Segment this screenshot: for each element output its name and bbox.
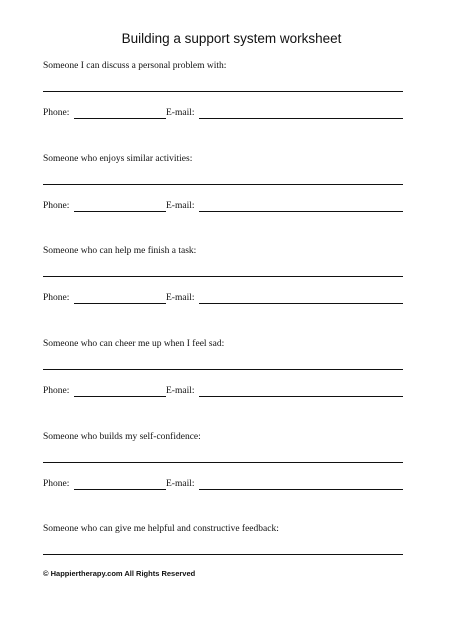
section-prompt: Someone who enjoys similar activities: [43, 154, 193, 164]
name-answer-line[interactable] [43, 554, 403, 555]
section-prompt: Someone who can give me helpful and constructive feedback: [43, 524, 279, 534]
email-label: E-mail: [166, 108, 195, 118]
worksheet-title: Building a support system worksheet [121, 31, 342, 46]
section-self-confidence [43, 431, 403, 511]
copyright-footer: © Happiertherapy.com All Rights Reserved [43, 569, 196, 578]
name-answer-line[interactable] [43, 184, 403, 185]
phone-answer-line[interactable] [74, 211, 166, 212]
name-answer-line[interactable] [43, 462, 403, 463]
email-label: E-mail: [166, 386, 195, 396]
section-prompt: Someone I can discuss a personal problem with: [43, 61, 227, 71]
section-personal-problem [43, 60, 403, 140]
name-answer-line[interactable] [43, 276, 403, 277]
section-prompt: Someone who can help me finish a task: [43, 246, 197, 256]
phone-answer-line[interactable] [74, 489, 166, 490]
email-answer-line[interactable] [199, 118, 403, 119]
phone-label: Phone: [43, 386, 70, 396]
email-answer-line[interactable] [199, 396, 403, 397]
contact-row [43, 107, 403, 119]
email-label: E-mail: [166, 201, 195, 211]
contact-row [43, 292, 403, 304]
email-answer-line[interactable] [199, 303, 403, 304]
phone-answer-line[interactable] [74, 396, 166, 397]
email-answer-line[interactable] [199, 211, 403, 212]
email-label: E-mail: [166, 479, 195, 489]
phone-label: Phone: [43, 479, 70, 489]
contact-row [43, 385, 403, 397]
contact-row [43, 200, 403, 212]
contact-row [43, 478, 403, 490]
name-answer-line[interactable] [43, 369, 403, 370]
email-answer-line[interactable] [199, 489, 403, 490]
section-similar-activities [43, 153, 403, 233]
phone-label: Phone: [43, 108, 70, 118]
section-prompt: Someone who can cheer me up when I feel sad: [43, 339, 225, 349]
section-constructive-feedback [43, 523, 403, 563]
phone-answer-line[interactable] [74, 303, 166, 304]
phone-answer-line[interactable] [74, 118, 166, 119]
phone-label: Phone: [43, 293, 70, 303]
email-label: E-mail: [166, 293, 195, 303]
section-prompt: Someone who builds my self-confidence: [43, 432, 201, 442]
section-finish-task [43, 245, 403, 325]
name-answer-line[interactable] [43, 91, 403, 92]
phone-label: Phone: [43, 201, 70, 211]
section-cheer-up [43, 338, 403, 418]
